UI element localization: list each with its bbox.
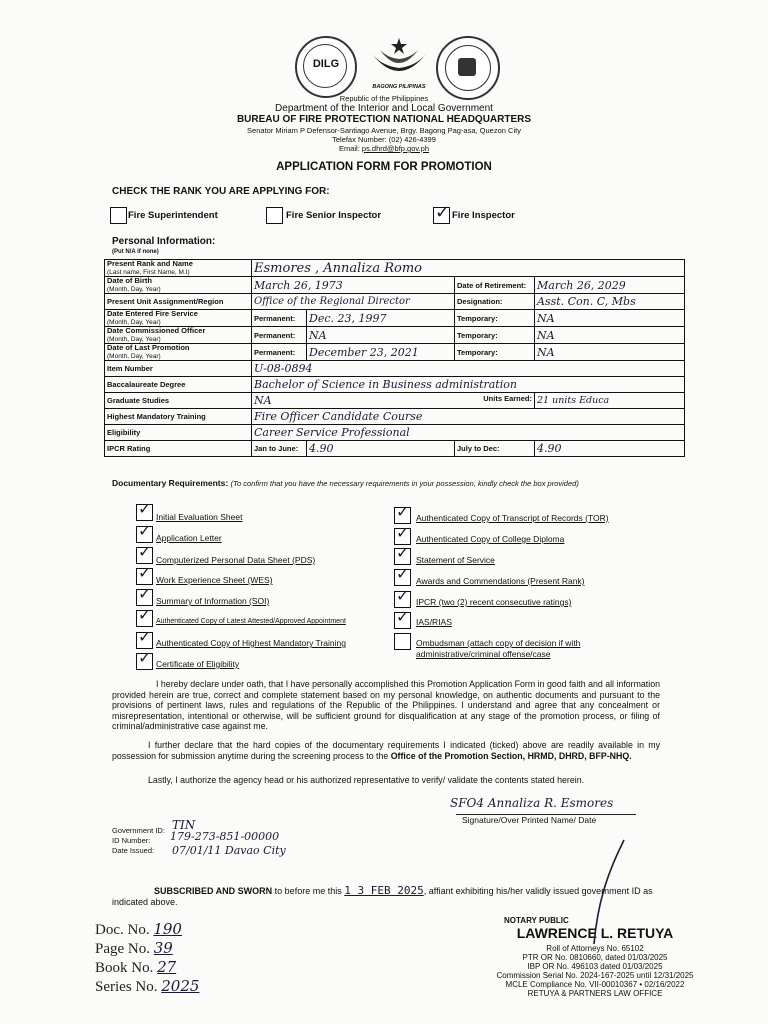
graduate-studies-label: Graduate Studies xyxy=(105,393,252,409)
bagong-pilipinas-motto: BAGONG PILIPINAS xyxy=(372,84,426,90)
rank-label-superintendent: Fire Superintendent xyxy=(128,210,218,221)
table-row xyxy=(105,277,685,294)
email-line xyxy=(0,144,768,153)
personal-heading: Personal Information: xyxy=(112,236,216,247)
rank-label-senior-inspector: Fire Senior Inspector xyxy=(286,210,382,221)
permanent-label: Permanent: xyxy=(252,327,307,344)
bureau-text: BUREAU OF FIRE PROTECTION NATIONAL HEADQUARTERS xyxy=(236,114,532,125)
doc-item-label: Authenticated Copy of Transcript of Records (TOR) xyxy=(416,513,609,523)
date-issued-value: 07/01/11 Davao City xyxy=(172,844,286,857)
doc-item-label: Authenticated Copy of Highest Mandatory Training xyxy=(156,638,346,648)
entered-permanent-field[interactable]: Dec. 23, 1997 xyxy=(307,310,455,327)
table-row xyxy=(105,294,685,310)
rank-name-field[interactable]: Esmores , Annaliza Romo xyxy=(252,260,685,277)
doc-item-label: Ombudsman (attach copy of decision if with xyxy=(416,638,581,648)
eligibility-field[interactable]: Career Service Professional xyxy=(252,425,685,441)
doc-checkbox[interactable]: ✓ xyxy=(136,526,153,543)
permanent-label: Permanent: xyxy=(252,310,307,327)
personal-info-table xyxy=(104,259,685,457)
doc-checkbox[interactable]: ✓ xyxy=(394,591,411,608)
doc-checkbox[interactable]: ✓ xyxy=(394,507,411,524)
doc-checkbox[interactable]: ✓ xyxy=(136,653,153,670)
form-title: APPLICATION FORM FOR PROMOTION xyxy=(276,161,492,173)
check-mark-icon: ✓ xyxy=(435,202,451,223)
doc-item-label: IPCR (two (2) recent consecutive ratings) xyxy=(416,597,572,607)
table-row xyxy=(105,361,685,377)
doc-checkbox[interactable]: ✓ xyxy=(136,632,153,649)
rank-name-label: Present Rank and Name (Last name, First Name, M.I) xyxy=(105,260,252,277)
doc-checkbox[interactable]: ✓ xyxy=(136,610,153,627)
rank-label-inspector: Fire Inspector xyxy=(452,210,515,221)
republic-text: Republic of the Philippines xyxy=(339,94,429,103)
unit-label: Present Unit Assignment/Region xyxy=(105,294,252,310)
doc-checkbox[interactable]: ✓ xyxy=(136,547,153,564)
july-dec-field[interactable]: 4.90 xyxy=(535,441,685,457)
baccalaureate-field[interactable]: Bachelor of Science in Business administration xyxy=(252,377,685,393)
last-promotion-label: Date of Last Promotion (Month, Day, Year) xyxy=(105,344,252,361)
temporary-label: Temporary: xyxy=(455,344,535,361)
rank-checkbox-senior-inspector[interactable] xyxy=(266,207,283,224)
personal-note: (Put N/A if none) xyxy=(112,249,159,255)
email-label: Email: xyxy=(338,144,360,153)
retirement-field[interactable]: March 26, 2029 xyxy=(535,277,685,294)
notary-block: NOTARY PUBLIC LAWRENCE L. RETUYA Roll of Attorneys No. 65102 PTR OR No. 0810660, dated 01/03/2025 IBP OR No. 496103 dated 01/03/2025 Commission Serial No. 2024-167-2025 until 12/31/2025 MCLE Compliance No. VII-00010367 • 02/16/2022 RETUYA & PARTNERS LAW OFFICE xyxy=(490,916,700,998)
doc-item-label: Summary of Information (SOI) xyxy=(156,596,270,606)
doc-item-label: Authenticated Copy of Latest Attested/Approved Appointment xyxy=(156,618,346,625)
temporary-label: Temporary: xyxy=(455,327,535,344)
table-row xyxy=(105,425,685,441)
doc-item-label: administrative/criminal offense/case xyxy=(416,649,551,659)
doc-checkbox[interactable]: ✓ xyxy=(394,612,411,629)
doc-checkbox[interactable]: ✓ xyxy=(394,548,411,565)
doc-item-label: Work Experience Sheet (WES) xyxy=(156,575,273,585)
doc-checkbox[interactable]: ✓ xyxy=(394,569,411,586)
table-row xyxy=(105,260,685,277)
designation-label: Designation: xyxy=(455,294,535,310)
docs-heading-note: (To confirm that you have the necessary requirements in your possession, kindly check the box provided) xyxy=(230,479,579,488)
notary-title: NOTARY PUBLIC xyxy=(504,916,569,925)
gov-id-label: Government ID: xyxy=(112,826,165,835)
declaration-paragraph-2: I further declare that the hard copies of the documentary requirements I indicated (ticked) above are readily available in my possession for submission anytime during the screening process to the Office of the Promotion Section, HRMD, DHRD, BFP-NHQ. xyxy=(112,740,660,761)
declaration-paragraph-3: Lastly, I authorize the agency head or his authorized representative to verify/ validate the contents stated herein. xyxy=(148,775,585,785)
permanent-label: Permanent: xyxy=(252,344,307,361)
id-number-value: 179-273-851-00000 xyxy=(170,830,280,843)
doc-checkbox[interactable] xyxy=(394,633,411,650)
temporary-label: Temporary: xyxy=(455,310,535,327)
commissioned-temporary-field[interactable]: NA xyxy=(535,327,685,344)
retirement-label: Date of Retirement: xyxy=(455,277,535,294)
sworn-statement: SUBSCRIBED AND SWORN to before me this 1 3 FEB 2025, affiant exhibiting his/her validly issued government ID as indicated above. xyxy=(112,884,653,907)
unit-field[interactable]: Office of the Regional Director xyxy=(252,294,455,310)
date-issued-label: Date Issued: xyxy=(112,846,155,855)
docs-heading: Documentary Requirements: xyxy=(112,478,229,488)
commissioned-label: Date Commissioned Officer (Month, Day, Year) xyxy=(105,327,252,344)
table-row xyxy=(105,393,685,409)
sworn-date: 1 3 FEB 2025 xyxy=(344,884,424,897)
table-row xyxy=(105,344,685,361)
entered-temporary-field[interactable]: NA xyxy=(535,310,685,327)
units-earned-label: Units Earned: xyxy=(483,394,532,403)
graduate-studies-field[interactable]: NA Units Earned: xyxy=(252,393,535,409)
rank-checkbox-superintendent[interactable] xyxy=(110,207,127,224)
declaration-paragraph-1: I hereby declare under oath, that I have personally accomplished this Promotion Application Form in good faith and all information provided herein are true, correct and complete statement based on my personal knowledge, on authentic documents and pursuant to the provisions of pertinent laws, rules and regulations of the Republic of the Philippines. I understand and agree that any concealment or misrepresentation, intentional or otherwise, will be sufficient ground for disqualification at any stage of the promotion process, or filing of criminal/administrative case against me. xyxy=(112,679,660,732)
dilg-logo-text: DILG xyxy=(312,58,340,70)
bfp-seal xyxy=(436,36,500,100)
doc-item-label: Computerized Personal Data Sheet (PDS) xyxy=(156,555,316,565)
designation-field[interactable]: Asst. Con. C, Mbs xyxy=(535,294,685,310)
last-promotion-permanent-field[interactable]: December 23, 2021 xyxy=(307,344,455,361)
last-promotion-temporary-field[interactable]: NA xyxy=(535,344,685,361)
training-label: Highest Mandatory Training xyxy=(105,409,252,425)
dob-label: Date of Birth (Month, Day, Year) xyxy=(105,277,252,294)
signature-label: Signature/Over Printed Name/ Date xyxy=(462,815,597,825)
ipcr-label: IPCR Rating xyxy=(105,441,252,457)
email-link[interactable]: ps.dhrd@bfp.gov.ph xyxy=(361,144,430,153)
id-number-label: ID Number: xyxy=(112,836,151,845)
item-number-field[interactable]: U-08-0894 xyxy=(252,361,685,377)
table-row xyxy=(105,377,685,393)
doc-checkbox[interactable]: ✓ xyxy=(136,589,153,606)
doc-checkbox[interactable]: ✓ xyxy=(136,568,153,585)
eligibility-label: Eligibility xyxy=(105,425,252,441)
doc-checkbox[interactable]: ✓ xyxy=(136,504,153,521)
table-row xyxy=(105,441,685,457)
table-row xyxy=(105,327,685,344)
baccalaureate-label: Baccalaureate Degree xyxy=(105,377,252,393)
department-text: Department of the Interior and Local Government xyxy=(275,103,493,114)
jan-june-field[interactable]: 4.90 xyxy=(307,441,455,457)
doc-item-label: Initial Evaluation Sheet xyxy=(156,512,243,522)
docs-heading-line xyxy=(112,478,579,488)
commissioned-permanent-field[interactable]: NA xyxy=(307,327,455,344)
doc-stamp: Doc. No. 190 Page No. 39 Book No. 27 Series No. 2025 xyxy=(95,920,200,995)
doc-item-label: Authenticated Copy of College Diploma xyxy=(416,534,565,544)
doc-checkbox[interactable]: ✓ xyxy=(394,528,411,545)
entered-label: Date Entered Fire Service (Month, Day, Year) xyxy=(105,310,252,327)
dilg-logo xyxy=(295,36,357,98)
dob-field[interactable]: March 26, 1973 xyxy=(252,277,455,294)
notary-signature-stroke xyxy=(590,838,630,948)
july-dec-label: July to Dec: xyxy=(455,441,535,457)
rank-checkbox-inspector[interactable] xyxy=(433,202,451,224)
table-row xyxy=(105,310,685,327)
notary-name: LAWRENCE L. RETUYA xyxy=(516,925,674,941)
address-text: Senator Miriam P Defensor-Santiago Avenue, Brgy. Bagong Pag-asa, Quezon City xyxy=(247,126,521,135)
signature-handwriting: SFO4 Annaliza R. Esmores xyxy=(450,796,614,810)
bagong-pilipinas-logo xyxy=(366,36,432,86)
doc-item-label: Certificate of Eligibility xyxy=(156,659,240,669)
gov-id-value: TIN xyxy=(172,818,196,832)
training-field[interactable]: Fire Officer Candidate Course xyxy=(252,409,685,425)
doc-item-label: IAS/RIAS xyxy=(416,617,452,627)
jan-june-label: Jan to June: xyxy=(252,441,307,457)
rank-heading: CHECK THE RANK YOU ARE APPLYING FOR: xyxy=(112,186,330,197)
table-row xyxy=(105,409,685,425)
doc-item-label: Application Letter xyxy=(156,533,222,543)
doc-item-label: Statement of Service xyxy=(416,555,495,565)
units-earned-field[interactable]: 21 units Educa xyxy=(535,393,685,409)
telefax-text: Telefax Number: (02) 426-4399 xyxy=(332,135,436,144)
item-number-label: Item Number xyxy=(105,361,252,377)
doc-item-label: Awards and Commendations (Present Rank) xyxy=(416,576,585,586)
